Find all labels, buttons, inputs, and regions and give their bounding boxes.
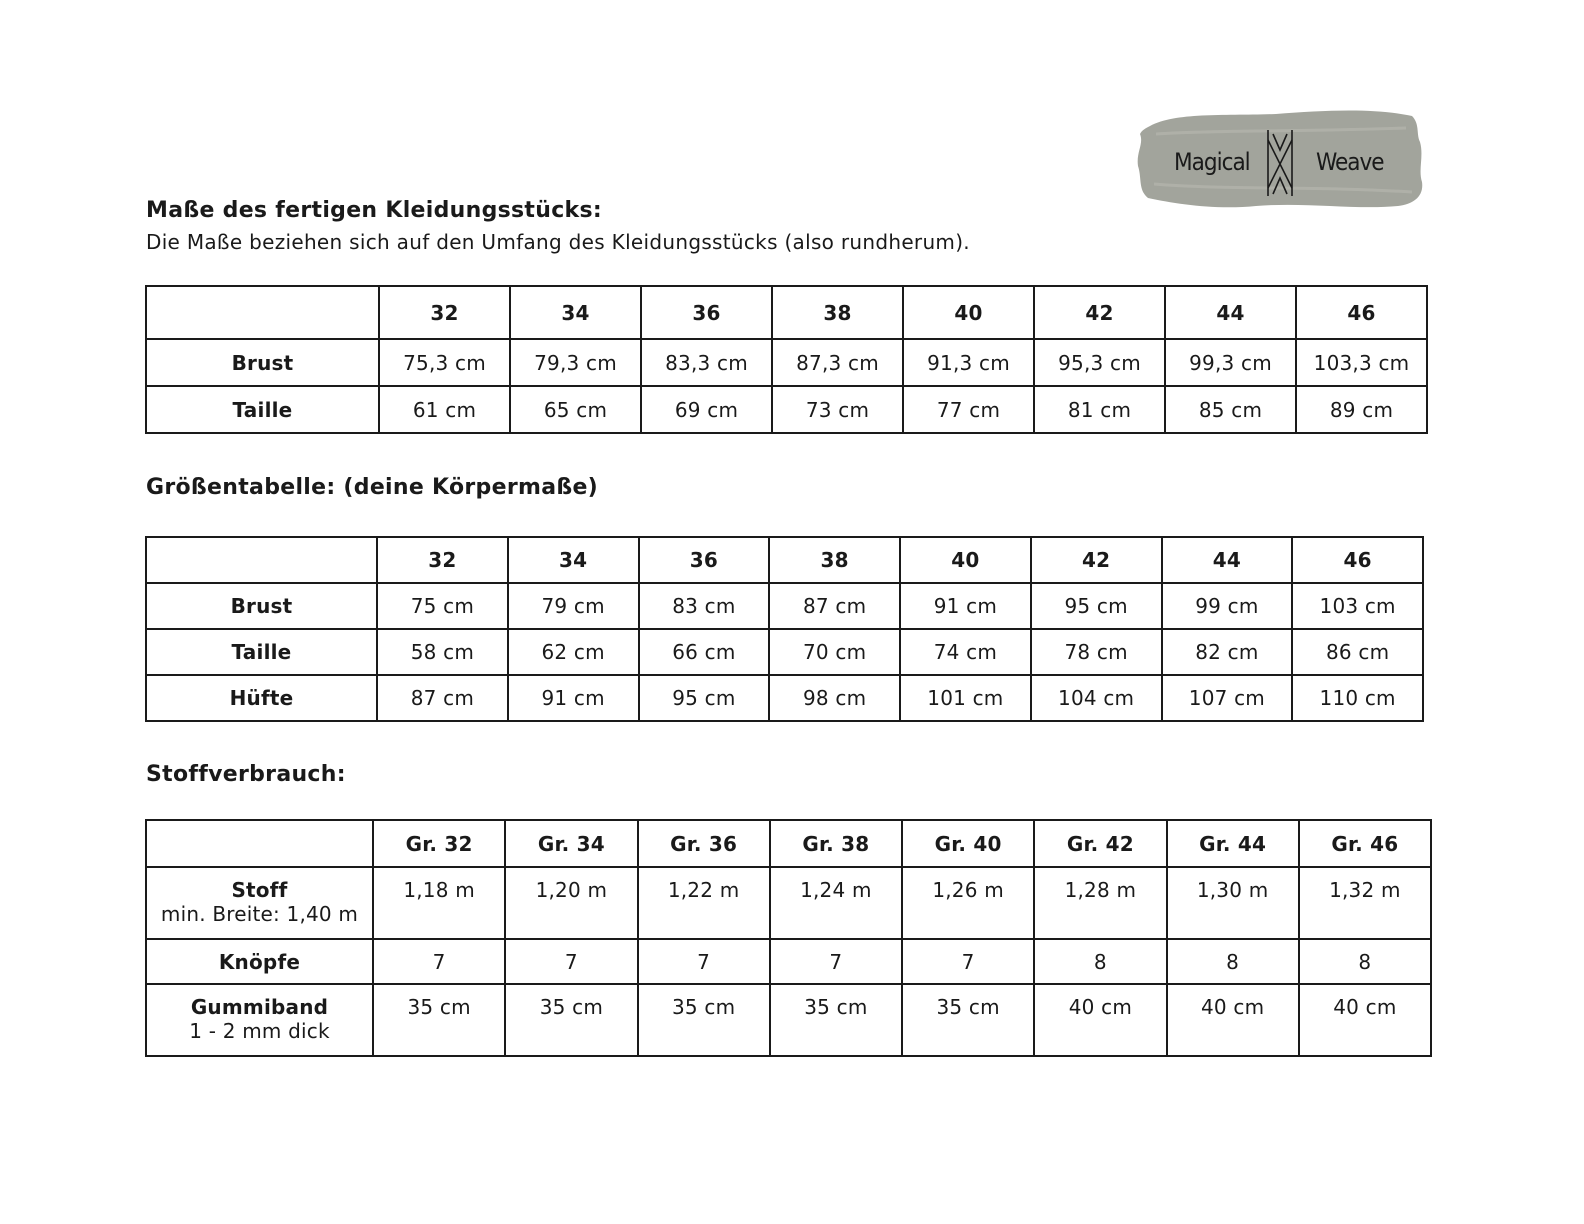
size-header: Gr. 38 bbox=[770, 820, 902, 867]
brand-logo bbox=[1136, 104, 1424, 216]
value-cell: 7 bbox=[638, 939, 770, 984]
value-cell: 40 cm bbox=[1034, 984, 1166, 1056]
value-cell: 103 cm bbox=[1292, 583, 1423, 629]
section2-title: Größentabelle: (deine Körpermaße) bbox=[146, 475, 599, 500]
value-cell: 62 cm bbox=[508, 629, 639, 675]
value-cell: 65 cm bbox=[510, 386, 641, 433]
value-cell: 35 cm bbox=[505, 984, 637, 1056]
value-cell: 66 cm bbox=[639, 629, 770, 675]
row-label bbox=[146, 867, 373, 939]
table-row bbox=[146, 339, 1427, 386]
body-size-table bbox=[145, 536, 1424, 722]
row-label-main: Stoff bbox=[231, 878, 288, 902]
size-header: 34 bbox=[510, 286, 641, 339]
value-cell: 87 cm bbox=[769, 583, 900, 629]
value-cell: 79 cm bbox=[508, 583, 639, 629]
garment-measurements-table bbox=[145, 285, 1428, 434]
row-label-main: Gummiband bbox=[190, 995, 329, 1019]
size-header: 42 bbox=[1034, 286, 1165, 339]
value-cell: 75 cm bbox=[377, 583, 508, 629]
value-cell: 1,32 m bbox=[1299, 867, 1431, 939]
value-cell: 8 bbox=[1034, 939, 1166, 984]
value-cell: 1,18 m bbox=[373, 867, 505, 939]
size-header: Gr. 32 bbox=[373, 820, 505, 867]
size-header: 32 bbox=[379, 286, 510, 339]
size-header: 36 bbox=[639, 537, 770, 583]
value-cell: 95 cm bbox=[1031, 583, 1162, 629]
value-cell: 95,3 cm bbox=[1034, 339, 1165, 386]
size-header: 38 bbox=[772, 286, 903, 339]
row-label: Brust bbox=[146, 339, 379, 386]
table-header-row bbox=[146, 820, 1431, 867]
size-header: 32 bbox=[377, 537, 508, 583]
size-header: Gr. 36 bbox=[638, 820, 770, 867]
value-cell: 99 cm bbox=[1162, 583, 1293, 629]
value-cell: 7 bbox=[770, 939, 902, 984]
size-header: 36 bbox=[641, 286, 772, 339]
value-cell: 74 cm bbox=[900, 629, 1031, 675]
value-cell: 1,26 m bbox=[902, 867, 1034, 939]
size-header: 46 bbox=[1296, 286, 1427, 339]
value-cell: 75,3 cm bbox=[379, 339, 510, 386]
table-row bbox=[146, 583, 1423, 629]
size-header: 40 bbox=[900, 537, 1031, 583]
value-cell: 7 bbox=[902, 939, 1034, 984]
row-label: Taille bbox=[146, 386, 379, 433]
value-cell: 91 cm bbox=[508, 675, 639, 721]
corner-cell bbox=[146, 286, 379, 339]
value-cell: 91 cm bbox=[900, 583, 1031, 629]
row-label: Knöpfe bbox=[146, 939, 373, 984]
row-label: Hüfte bbox=[146, 675, 377, 721]
size-header: 38 bbox=[769, 537, 900, 583]
value-cell: 1,30 m bbox=[1167, 867, 1299, 939]
row-label-sub: min. Breite: 1,40 m bbox=[160, 902, 359, 926]
value-cell: 1,22 m bbox=[638, 867, 770, 939]
value-cell: 91,3 cm bbox=[903, 339, 1034, 386]
value-cell: 35 cm bbox=[638, 984, 770, 1056]
table-row bbox=[146, 629, 1423, 675]
size-header: 34 bbox=[508, 537, 639, 583]
value-cell: 78 cm bbox=[1031, 629, 1162, 675]
value-cell: 103,3 cm bbox=[1296, 339, 1427, 386]
size-header: 40 bbox=[903, 286, 1034, 339]
value-cell: 8 bbox=[1167, 939, 1299, 984]
size-header: Gr. 44 bbox=[1167, 820, 1299, 867]
section1-title: Maße des fertigen Kleidungsstücks: bbox=[146, 198, 602, 223]
size-header: 44 bbox=[1162, 537, 1293, 583]
value-cell: 89 cm bbox=[1296, 386, 1427, 433]
value-cell: 82 cm bbox=[1162, 629, 1293, 675]
value-cell: 86 cm bbox=[1292, 629, 1423, 675]
row-label bbox=[146, 984, 373, 1056]
value-cell: 85 cm bbox=[1165, 386, 1296, 433]
value-cell: 1,24 m bbox=[770, 867, 902, 939]
brand-logo-graphic bbox=[1136, 104, 1424, 216]
value-cell: 110 cm bbox=[1292, 675, 1423, 721]
value-cell: 79,3 cm bbox=[510, 339, 641, 386]
value-cell: 1,28 m bbox=[1034, 867, 1166, 939]
value-cell: 7 bbox=[373, 939, 505, 984]
value-cell: 70 cm bbox=[769, 629, 900, 675]
value-cell: 35 cm bbox=[373, 984, 505, 1056]
table-header-row bbox=[146, 286, 1427, 339]
row-label: Taille bbox=[146, 629, 377, 675]
size-header: 44 bbox=[1165, 286, 1296, 339]
size-header: Gr. 40 bbox=[902, 820, 1034, 867]
table-row bbox=[146, 675, 1423, 721]
section3-title: Stoffverbrauch: bbox=[146, 762, 346, 787]
table-row bbox=[146, 386, 1427, 433]
brand-name-left: Magical bbox=[1174, 148, 1250, 176]
value-cell: 81 cm bbox=[1034, 386, 1165, 433]
table-header-row bbox=[146, 537, 1423, 583]
corner-cell bbox=[146, 820, 373, 867]
value-cell: 40 cm bbox=[1167, 984, 1299, 1056]
value-cell: 104 cm bbox=[1031, 675, 1162, 721]
value-cell: 77 cm bbox=[903, 386, 1034, 433]
value-cell: 58 cm bbox=[377, 629, 508, 675]
section1-subtitle: Die Maße beziehen sich auf den Umfang des Kleidungsstücks (also rundherum). bbox=[146, 230, 970, 254]
size-header: Gr. 34 bbox=[505, 820, 637, 867]
value-cell: 99,3 cm bbox=[1165, 339, 1296, 386]
size-header: 46 bbox=[1292, 537, 1423, 583]
fabric-requirements-table bbox=[145, 819, 1432, 1057]
brand-name-right: Weave bbox=[1316, 148, 1384, 176]
value-cell: 40 cm bbox=[1299, 984, 1431, 1056]
size-header: Gr. 46 bbox=[1299, 820, 1431, 867]
table-row bbox=[146, 867, 1431, 939]
value-cell: 61 cm bbox=[379, 386, 510, 433]
row-label: Brust bbox=[146, 583, 377, 629]
value-cell: 69 cm bbox=[641, 386, 772, 433]
table-row bbox=[146, 984, 1431, 1056]
value-cell: 73 cm bbox=[772, 386, 903, 433]
size-header: Gr. 42 bbox=[1034, 820, 1166, 867]
value-cell: 95 cm bbox=[639, 675, 770, 721]
value-cell: 83 cm bbox=[639, 583, 770, 629]
value-cell: 35 cm bbox=[902, 984, 1034, 1056]
size-header: 42 bbox=[1031, 537, 1162, 583]
value-cell: 98 cm bbox=[769, 675, 900, 721]
row-label-sub: 1 - 2 mm dick bbox=[189, 1019, 330, 1043]
value-cell: 35 cm bbox=[770, 984, 902, 1056]
value-cell: 107 cm bbox=[1162, 675, 1293, 721]
value-cell: 87,3 cm bbox=[772, 339, 903, 386]
value-cell: 8 bbox=[1299, 939, 1431, 984]
value-cell: 7 bbox=[505, 939, 637, 984]
value-cell: 101 cm bbox=[900, 675, 1031, 721]
value-cell: 1,20 m bbox=[505, 867, 637, 939]
value-cell: 83,3 cm bbox=[641, 339, 772, 386]
value-cell: 87 cm bbox=[377, 675, 508, 721]
corner-cell bbox=[146, 537, 377, 583]
table-row bbox=[146, 939, 1431, 984]
